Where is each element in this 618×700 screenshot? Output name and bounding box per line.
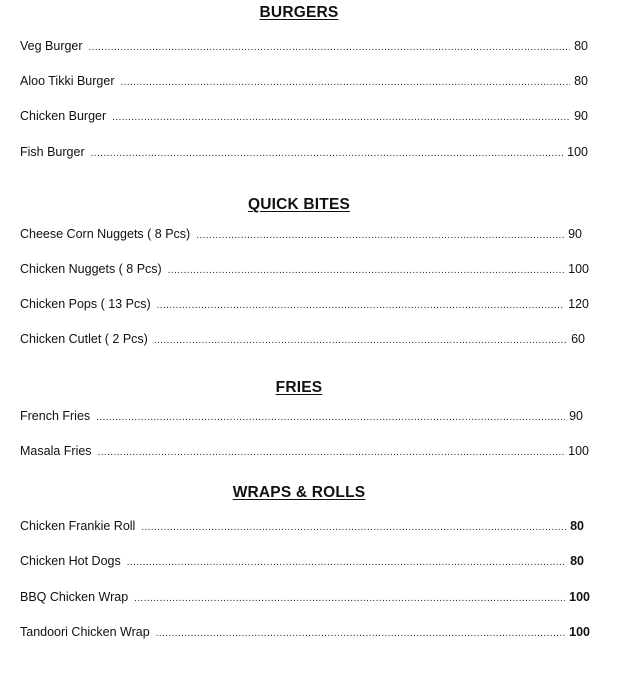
- item-price: 100: [567, 145, 588, 159]
- item-name: Cheese Corn Nuggets ( 8 Pcs): [20, 227, 191, 241]
- dot-leader: [96, 412, 565, 423]
- item-price: 80: [570, 554, 584, 568]
- dot-leader: [127, 557, 566, 568]
- menu-item: [20, 297, 589, 315]
- dot-leader: [196, 230, 564, 241]
- item-price: 100: [569, 590, 590, 604]
- dot-leader: [156, 628, 565, 639]
- dot-leader: [134, 593, 565, 604]
- menu-item: [20, 554, 584, 572]
- item-price: 90: [569, 409, 583, 423]
- item-price: 80: [570, 519, 584, 533]
- item-price: 100: [569, 625, 590, 639]
- dot-leader: [98, 447, 565, 458]
- item-name: Aloo Tikki Burger: [20, 74, 115, 88]
- section-heading-burgers: BURGERS: [259, 4, 339, 21]
- item-name: Fish Burger: [20, 145, 85, 159]
- dot-leader: [168, 265, 564, 276]
- item-name: Masala Fries: [20, 444, 92, 458]
- item-name: Chicken Frankie Roll: [20, 519, 136, 533]
- dot-leader: [89, 42, 571, 53]
- item-price: 80: [574, 74, 588, 88]
- item-name: Chicken Pops ( 13 Pcs): [20, 297, 151, 311]
- item-name: BBQ Chicken Wrap: [20, 590, 129, 604]
- item-price: 90: [574, 109, 588, 123]
- menu-item: [20, 109, 588, 127]
- menu-item: [20, 519, 584, 537]
- menu-item: [20, 444, 589, 462]
- menu-item: [20, 262, 589, 280]
- menu-item: [20, 145, 588, 163]
- item-name: Chicken Cutlet ( 2 Pcs): [20, 332, 148, 346]
- dot-leader: [91, 148, 564, 159]
- menu-item: [20, 332, 585, 350]
- item-name: Chicken Hot Dogs: [20, 554, 121, 568]
- item-name: Chicken Nuggets ( 8 Pcs): [20, 262, 162, 276]
- item-price: 100: [568, 262, 589, 276]
- item-name: French Fries: [20, 409, 91, 423]
- item-price: 90: [568, 227, 582, 241]
- item-price: 100: [568, 444, 589, 458]
- menu-item: [20, 227, 582, 245]
- dot-leader: [120, 77, 570, 88]
- dot-leader: [112, 112, 570, 123]
- section-heading-quick-bites: QUICK BITES: [247, 196, 351, 213]
- item-name: Chicken Burger: [20, 109, 107, 123]
- item-price: 60: [571, 332, 585, 346]
- section-heading-wraps-rolls: WRAPS & ROLLS: [232, 484, 366, 501]
- section-heading-fries: FRIES: [275, 379, 323, 396]
- item-name: Veg Burger: [20, 39, 83, 53]
- item-price: 80: [574, 39, 588, 53]
- dot-leader: [154, 335, 567, 346]
- menu-item: [20, 74, 588, 92]
- menu-item: [20, 625, 590, 643]
- menu-item: [20, 590, 590, 608]
- menu-item: [20, 39, 588, 57]
- dot-leader: [157, 300, 565, 311]
- item-name: Tandoori Chicken Wrap: [20, 625, 150, 639]
- menu-item: [20, 409, 583, 427]
- item-price: 120: [568, 297, 589, 311]
- dot-leader: [141, 522, 566, 533]
